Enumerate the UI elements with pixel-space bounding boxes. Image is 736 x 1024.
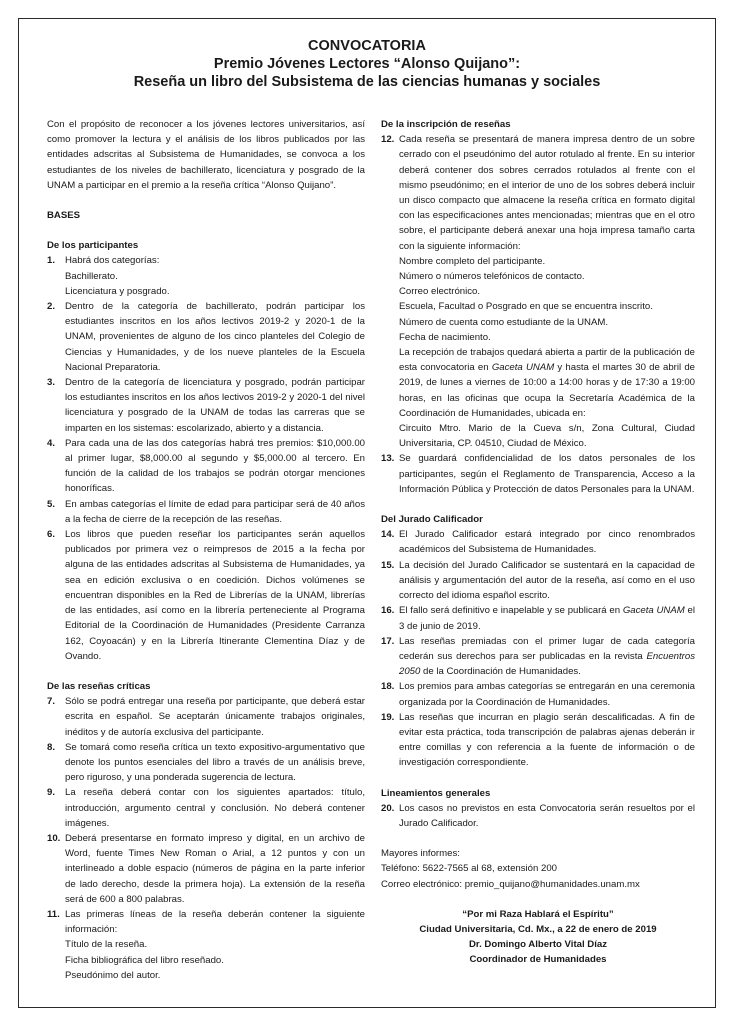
contact-email: Correo electrónico: premio_quijano@humanidades.unam.mx <box>381 878 640 890</box>
left-column <box>47 117 365 983</box>
subtitle-theme: Reseña un libro del Subsistema de las ciencias humanas y sociales <box>133 74 601 90</box>
list-item: 13. Se guardará confidencialidad de los datos personales de los participantes, según el Reglamento de Transparencia, Acceso a la Información Pública y Protección de datos Personales para la UNAM. <box>381 453 695 495</box>
list-item: 20. Los casos no previstos en esta Convocatoria serán resueltos por el Jurado Calificador. <box>381 802 695 829</box>
list-item: 18. Los premios para ambas categorías se entregarán en una ceremonia organizada por la Coordinación de Humanidades. <box>381 681 695 708</box>
section-heading-lineamientos: Lineamientos generales <box>381 787 491 799</box>
motto: “Por mi Raza Hablará el Espíritu” <box>462 908 614 920</box>
document-page <box>18 18 716 1008</box>
resenas-list <box>47 694 365 983</box>
section-heading-participantes: De los participantes <box>47 240 139 252</box>
list-item: 1. Habrá dos categorías: Bachillerato. Licenciatura y posgrado. <box>47 255 170 297</box>
right-column <box>381 117 695 968</box>
list-item: 17. Las reseñas premiadas con el primer lugar de cada categoría cederán sus derechos para ser publicadas en la revista Encuentros 2050 de la Coordinación de Humanidades. <box>381 635 695 678</box>
intro-paragraph: Con el propósito de reconocer a los jóvenes lectores universitarios, así como promover la lectura y el análisis de los libros publicados por las entidades adscritas al Subsistema de Humanidades, se convoca a los estudiantes de los niveles de bachillerato, licenciatura y posgrado de la UNAM a participar en el premio a la reseña crítica “Alonso Quijano”. <box>47 119 365 191</box>
document-header <box>19 19 715 91</box>
subtitle-prize: Premio Jóvenes Lectores “Alonso Quijano”: <box>213 56 521 72</box>
list-item: 14. El Jurado Calificador estará integrado por cinco renombrados académicos del Subsistema de Humanidades. <box>381 529 695 556</box>
signatory-title: Coordinador de Humanidades <box>469 954 607 966</box>
list-item: 8. Se tomará como reseña crítica un texto expositivo-argumentativo que denote los puntos esenciales del libro a través de un análisis breve, pero riguroso, y una ponderada sugerencia de lectura. <box>47 741 365 784</box>
participantes-list <box>47 253 365 663</box>
contact-heading: Mayores informes: <box>381 848 460 860</box>
list-item: 5. En ambas categorías el límite de edad para participar será de 40 años a la fecha de cierre de la recepción de las reseñas. <box>47 498 365 525</box>
list-item: 15. La decisión del Jurado Calificador se sustentará en la capacidad de análisis y argumentación del autor de la reseña, así como en el uso correcto del idioma español escrito. <box>381 559 695 602</box>
bases-heading: BASES <box>47 210 81 222</box>
list-item: 19. Las reseñas que incurran en plagio serán descalificadas. A fin de evitar esta práctica, toda transcripción de palabras ajenas deberán ir entre comillas y con referencia a la fuente de información o de investigación correspondiente. <box>381 711 695 769</box>
contact-phone: Teléfono: 5622-7565 al 68, extensión 200 <box>381 863 558 875</box>
list-item: 7. Sólo se podrá entregar una reseña por participante, que deberá estar escrita en español. Se aceptarán únicamente trabajos originales, inéditos y de autoría exclusiva del participante. <box>47 696 365 738</box>
list-item: 11. Las primeras líneas de la reseña deberán contener la siguiente información: Título de la reseña. Ficha bibliográfica del libro reseñado. Pseudónimo del autor. <box>47 908 365 981</box>
section-heading-resenas: De las reseñas críticas <box>47 680 151 692</box>
list-item: 4. Para cada una de las dos categorías habrá tres premios: $10,000.00 al primer lugar, $8,000.00 al segundo y $5,000.00 al tercero. En función de la calidad de los trabajos se podrán otorgar menciones honoríficas. <box>47 437 365 495</box>
list-item: 3. Dentro de la categoría de licenciatura y posgrado, podrán participar los estudiantes inscritos en los años lectivos 2019-2 y 2020-1 del nivel licenciatura y posgrado de la UNAM de todas las carreras que se imparten en los sistemas: escolarizado, abierto y a distancia. <box>47 377 365 434</box>
list-item: 6. Los libros que pueden reseñar los participantes serán aquellos publicados por primera vez o reimpresos de 2015 a la fecha por alguna de las entidades adscritas al Subsistema de Humanidades, ya sea en edición exclusiva o en coedición. Dichos volúmenes se encuentran disponibles en la Red de Librerías de la UNAM, librerías de las entidades, así como en la librería perteneciente al Programa Editorial de la Coordinación de Humanidades (Presidente Carranza 162, Coyoacán) y en la Librería Itinerante Clementina Díaz y de Ovando. <box>47 529 365 662</box>
signature-block <box>381 907 695 968</box>
list-item: 16. El fallo será definitivo e inapelable y se publicará en Gaceta UNAM el 3 de junio de 2019. <box>381 605 695 632</box>
list-item: 9. La reseña deberá contar con los siguientes apartados: título, introducción, argumento central y conclusión. No deberá contener imágenes. <box>47 787 365 829</box>
place-date: Ciudad Universitaria, Cd. Mx., a 22 de enero de 2019 <box>419 923 657 935</box>
title: CONVOCATORIA <box>308 38 426 54</box>
list-item: 10. Deberá presentarse en formato impreso y digital, en un archivo de Word, fuente Times New Roman o Arial, a 12 puntos y con un interlineado a doble espacio (números de página en la parte inferior de lado derecho, desde la primera hoja). La extensión de la reseña será de 600 a 800 palabras. <box>47 832 365 905</box>
section-heading-jurado: Del Jurado Calificador <box>381 514 483 526</box>
list-item: 12. Cada reseña se presentará de manera impresa dentro de un sobre cerrado con el pseudónimo del autor rotulado al frente. En su interior deberá contener dos sobres cerrados rotulados al frente con el mismo pseudónimo; en el interior de uno de los sobres deberá incluir un disco compacto que almacene la reseña crítica en formato digital con las especificaciones antes mencionadas; mientras que en el otro sobre, el participante deberá anexar una hoja impresa tamaño carta con la siguiente información: Nombre completo del participante. Número o números telefónicos de contacto. Correo electrónico. Escuela, Facultad o Posgrado en que se encuentra inscrito. Número de cuenta como estudiante de la UNAM. Fecha de nacimiento. La recepción de trabajos quedará abierta a partir de la publicación de esta convocatoria en Gaceta UNAM y hasta el martes 30 de abril de 2019, de lunes a viernes de 10:00 a 14:00 horas y de 17:30 a 19:00 horas, en las oficinas que ocupa la Secretaría Académica de la Coordinación de Humanidades, ubicada en: Circuito Mtro. Mario de la Cueva s/n, Zona Cultural, Ciudad Universitaria, CP. 04510, Ciudad de México. <box>381 134 695 450</box>
section-heading-inscripcion: De la inscripción de reseñas <box>381 119 511 130</box>
jurado-list <box>381 527 695 770</box>
lineamientos-list <box>381 801 695 831</box>
signatory-name: Dr. Domingo Alberto Vital Díaz <box>468 939 608 951</box>
list-item: 2. Dentro de la categoría de bachillerato, podrán participar los estudiantes inscritos en los años lectivos 2019-2 y 2020-1 de la UNAM, provenientes de alguno de los cinco planteles del Colegio de Ciencias y Humanidades, y de los nueve planteles de la Escuela Nacional Preparatoria. <box>47 301 365 373</box>
inscripcion-list <box>381 132 695 497</box>
